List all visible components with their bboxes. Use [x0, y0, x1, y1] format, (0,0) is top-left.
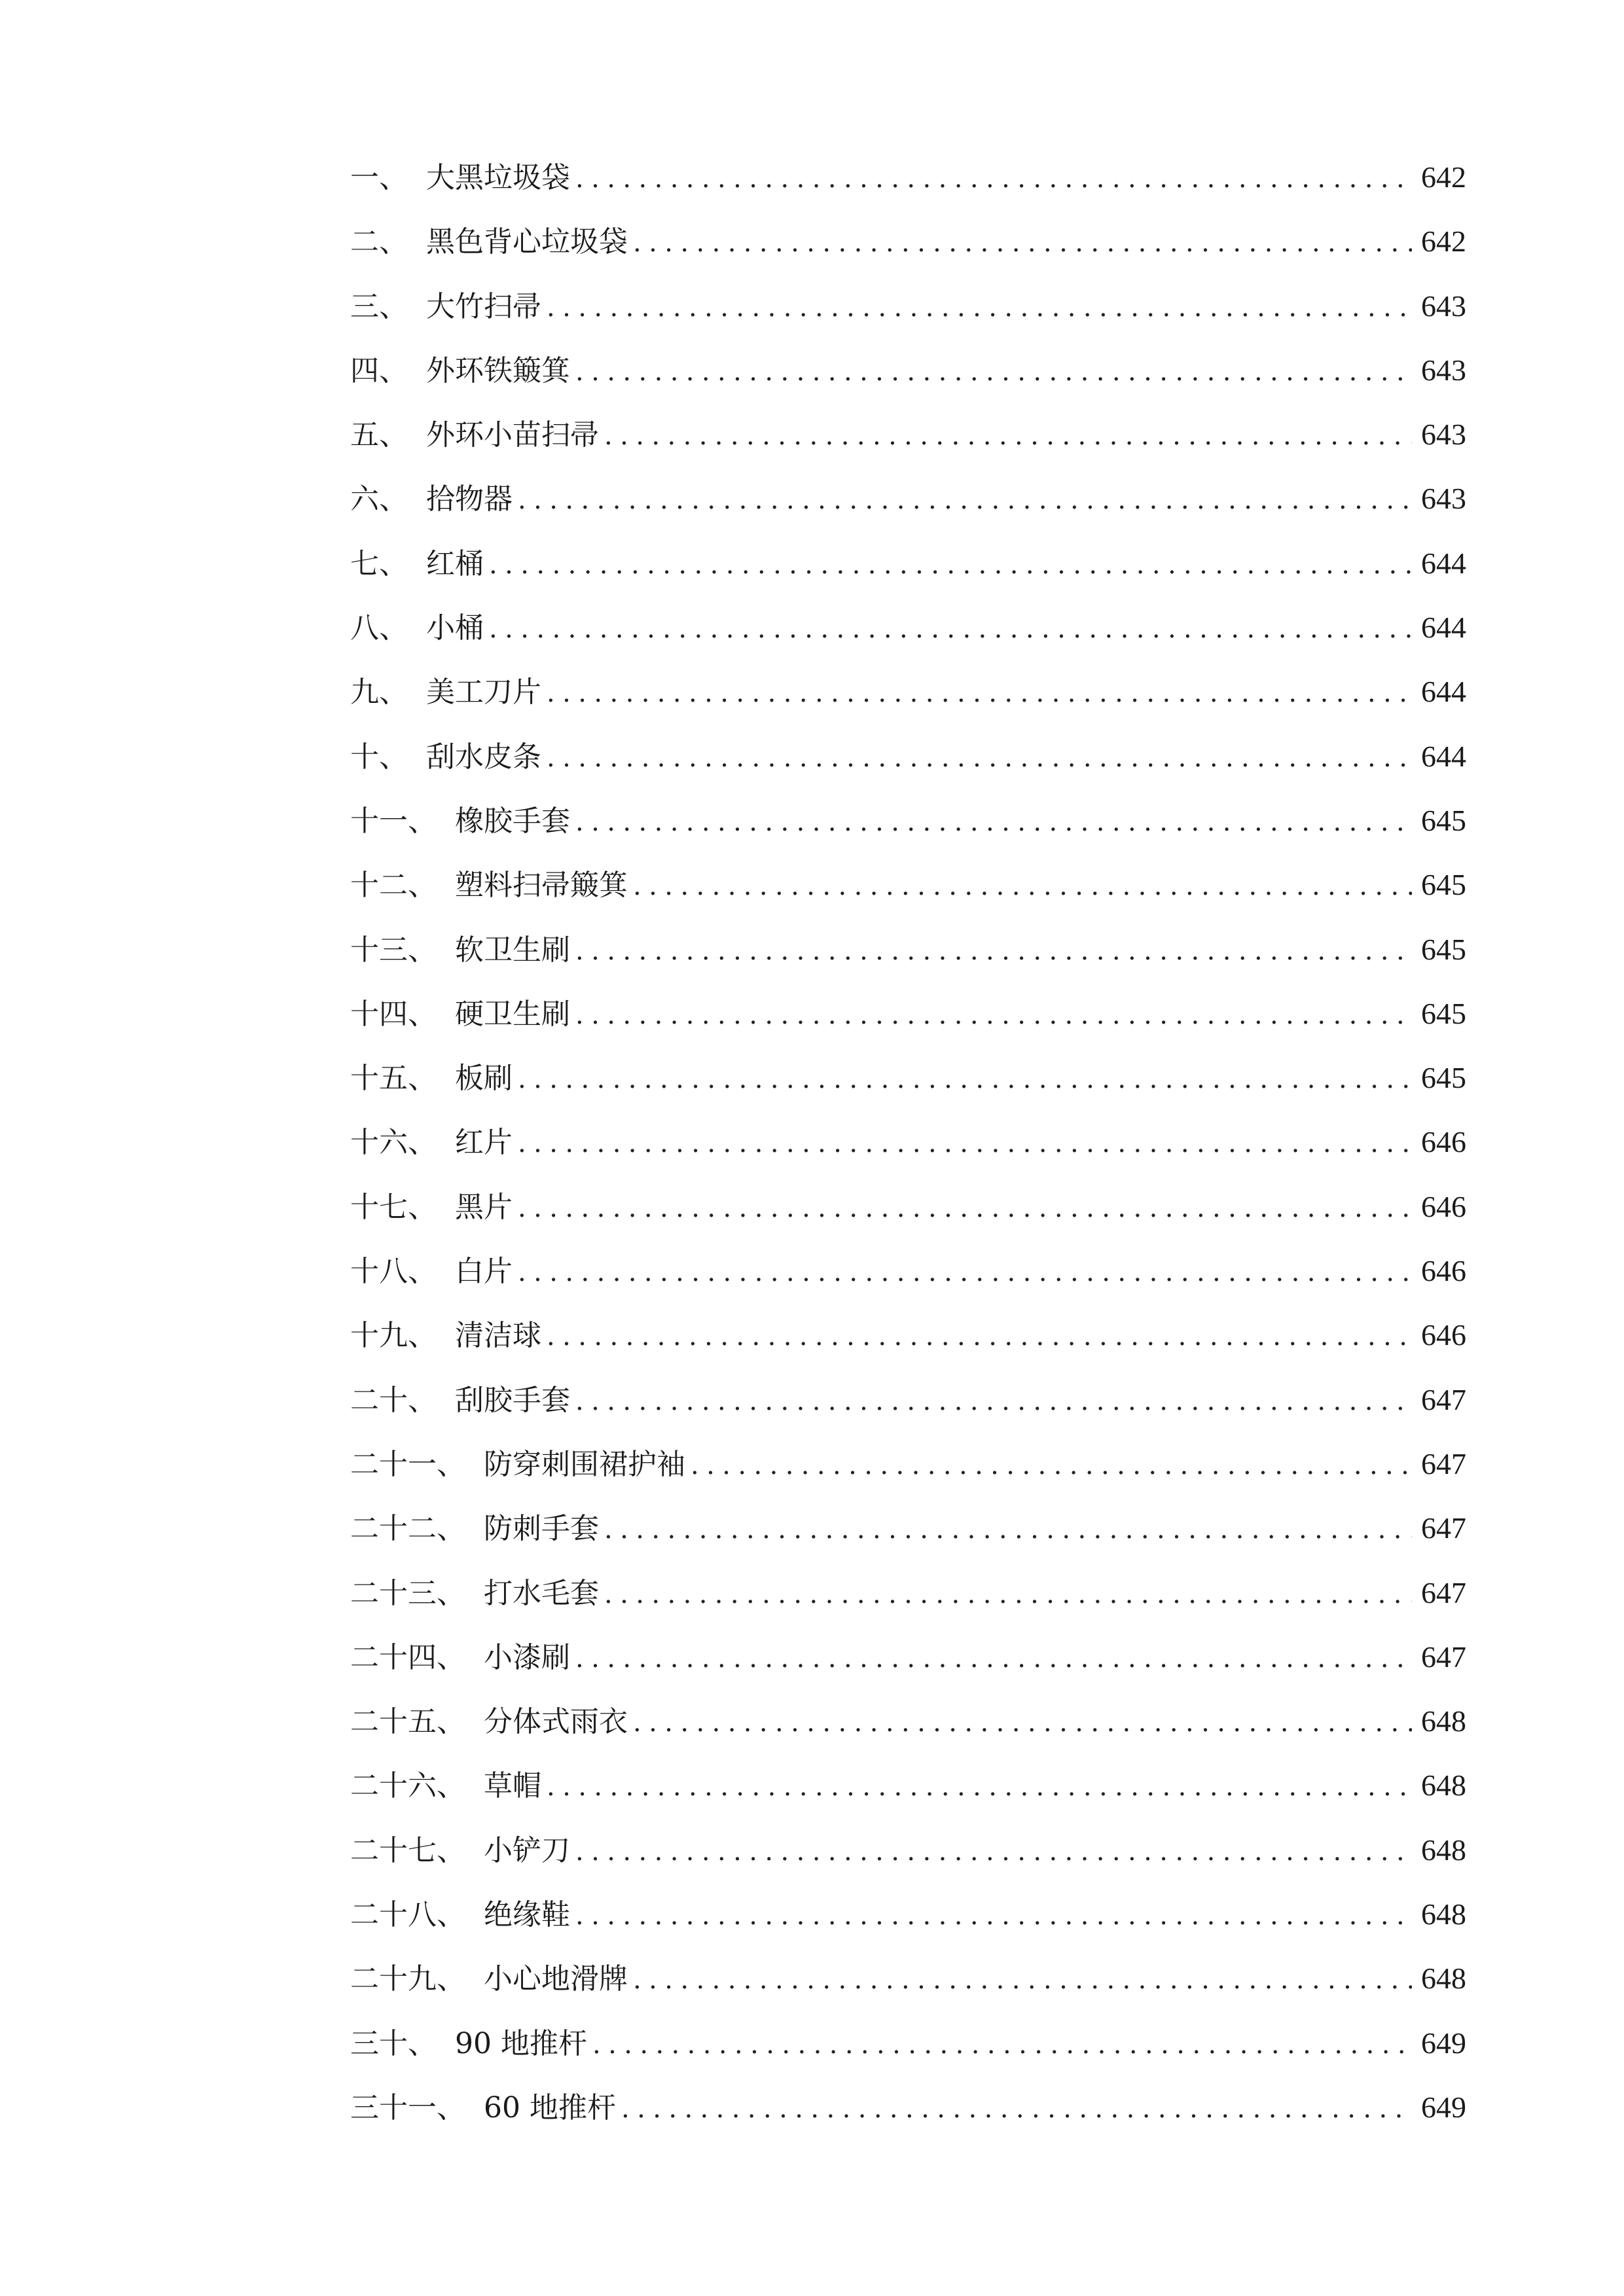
toc-entry-number: 十七、 — [350, 1190, 437, 1224]
toc-entry-number: 二十三、 — [350, 1576, 465, 1610]
toc-entry-number: 二十六、 — [350, 1769, 465, 1803]
toc-entry[interactable] — [350, 274, 1466, 338]
toc-entry[interactable] — [350, 596, 1466, 660]
toc-entry-number: 二十四、 — [350, 1640, 465, 1674]
toc-entry[interactable] — [350, 725, 1466, 789]
toc-entry-title: 刮胶手套 — [455, 1383, 570, 1417]
toc-entry-number: 三十一、 — [350, 2090, 465, 2125]
toc-entry-title: 黑色背心垃圾袋 — [426, 225, 628, 259]
toc-entry-title: 外环铁簸箕 — [426, 353, 570, 387]
toc-entry-page: 646 — [1421, 1125, 1466, 1159]
toc-entry-page: 646 — [1421, 1318, 1466, 1352]
toc-entry[interactable] — [350, 1303, 1466, 1367]
toc-entry-number: 二十八、 — [350, 1898, 465, 1932]
toc-entry[interactable] — [350, 1882, 1466, 1946]
toc-entry[interactable] — [350, 1239, 1466, 1303]
toc-entry[interactable] — [350, 209, 1466, 274]
toc-entry[interactable] — [350, 660, 1466, 724]
toc-entry-title: 清洁球 — [455, 1319, 541, 1353]
toc-dot-leader — [489, 533, 1412, 597]
toc-entry-title: 外环小苗扫帚 — [426, 418, 599, 452]
toc-entry[interactable] — [350, 1689, 1466, 1753]
toc-entry-title: 防穿刺围裙护袖 — [484, 1447, 685, 1481]
toc-entry-page: 648 — [1421, 1897, 1466, 1931]
toc-entry-title: 防刺手套 — [484, 1512, 599, 1546]
toc-entry-number: 二十九、 — [350, 1962, 465, 1996]
toc-entry[interactable] — [350, 531, 1466, 596]
toc-dot-leader — [575, 1369, 1412, 1433]
toc-entry-page: 645 — [1421, 996, 1466, 1030]
toc-entry-title: 红片 — [455, 1126, 513, 1160]
toc-entry[interactable] — [350, 1175, 1466, 1239]
toc-entry-page: 643 — [1421, 418, 1466, 452]
toc-dot-leader — [691, 1433, 1412, 1498]
toc-entry-number: 四、 — [350, 353, 408, 387]
toc-entry-title: 软卫生刷 — [455, 933, 570, 967]
toc-entry-page: 645 — [1421, 868, 1466, 902]
toc-entry-page: 643 — [1421, 353, 1466, 387]
toc-entry[interactable] — [350, 1432, 1466, 1496]
toc-dot-leader — [633, 854, 1412, 918]
toc-dot-leader — [518, 1240, 1412, 1304]
toc-entry-number: 十一、 — [350, 804, 437, 838]
toc-dot-leader — [518, 1111, 1412, 1175]
toc-dot-leader — [518, 1047, 1412, 1111]
toc-entry-title: 小心地滑牌 — [484, 1962, 628, 1996]
toc-entry-page: 642 — [1421, 160, 1466, 194]
toc-entry-number: 六、 — [350, 482, 408, 516]
toc-entry-number: 十二、 — [350, 869, 437, 903]
toc-entry[interactable] — [350, 1046, 1466, 1110]
toc-entry-title: 分体式雨衣 — [484, 1705, 628, 1739]
toc-entry-page: 642 — [1421, 224, 1466, 259]
toc-entry-page: 644 — [1421, 675, 1466, 709]
toc-entry-title: 小桶 — [426, 611, 484, 645]
toc-entry-page: 643 — [1421, 482, 1466, 516]
toc-dot-leader — [575, 147, 1412, 211]
toc-dot-leader — [621, 2077, 1412, 2141]
toc-dot-leader — [604, 1498, 1412, 1562]
toc-dot-leader — [518, 1176, 1412, 1240]
toc-entry[interactable] — [350, 1818, 1466, 1882]
toc-entry-title: 红桶 — [426, 547, 484, 581]
toc-dot-leader — [547, 661, 1412, 725]
toc-entry[interactable] — [350, 789, 1466, 853]
toc-entry-page: 646 — [1421, 1254, 1466, 1288]
toc-entry[interactable] — [350, 1110, 1466, 1174]
toc-dot-leader — [633, 1691, 1412, 1755]
toc-dot-leader — [518, 468, 1412, 532]
toc-entry-number: 二、 — [350, 225, 408, 259]
toc-entry-page: 647 — [1421, 1575, 1466, 1609]
toc-entry-number: 二十一、 — [350, 1447, 465, 1481]
toc-entry-title: 打水毛套 — [484, 1576, 599, 1610]
toc-entry-number: 十九、 — [350, 1319, 437, 1353]
toc-entry-page: 644 — [1421, 739, 1466, 773]
toc-entry-title: 黑片 — [455, 1190, 513, 1224]
toc-entry[interactable] — [350, 2011, 1466, 2075]
toc-entry-title: 硬卫生刷 — [455, 997, 570, 1031]
toc-entry[interactable] — [350, 918, 1466, 982]
toc-entry-page: 644 — [1421, 611, 1466, 645]
toc-entry-number: 二十五、 — [350, 1705, 465, 1739]
toc-entry-number: 七、 — [350, 547, 408, 581]
toc-entry-page: 645 — [1421, 803, 1466, 837]
toc-dot-leader — [575, 1884, 1412, 1948]
toc-entry-page: 645 — [1421, 932, 1466, 966]
toc-entry-page: 649 — [1421, 2026, 1466, 2060]
toc-entry-title: 白片 — [455, 1255, 513, 1289]
toc-dot-leader — [547, 276, 1412, 340]
toc-entry[interactable] — [350, 145, 1466, 209]
toc-entry-number: 三、 — [350, 289, 408, 323]
toc-entry-title: 拾物器 — [426, 482, 513, 516]
toc-entry[interactable] — [350, 2075, 1466, 2140]
toc-entry-page: 649 — [1421, 2090, 1466, 2124]
toc-dot-leader — [547, 1755, 1412, 1819]
toc-entry-title: 刮水皮条 — [426, 740, 541, 774]
toc-entry-page: 647 — [1421, 1640, 1466, 1674]
toc-entry[interactable] — [350, 853, 1466, 917]
toc-entry-number: 十三、 — [350, 933, 437, 967]
toc-entry-number: 八、 — [350, 611, 408, 645]
toc-entry-title: 90 地推杆 — [455, 2026, 587, 2060]
toc-entry[interactable] — [350, 1561, 1466, 1625]
toc-entry-page: 643 — [1421, 289, 1466, 323]
toc-entry[interactable] — [350, 1625, 1466, 1689]
toc-entry-title: 小铲刀 — [484, 1833, 570, 1867]
toc-dot-leader — [575, 340, 1412, 404]
toc-entry[interactable] — [350, 1753, 1466, 1818]
toc-dot-leader — [604, 1562, 1412, 1626]
toc-entry-number: 五、 — [350, 418, 408, 452]
toc-entry-title: 大黑垃圾袋 — [426, 161, 570, 194]
toc-dot-leader — [633, 211, 1412, 275]
toc-entry-page: 647 — [1421, 1511, 1466, 1545]
toc-entry-number: 三十、 — [350, 2026, 437, 2060]
toc-entry-number: 一、 — [350, 161, 408, 194]
toc-entry[interactable] — [350, 1946, 1466, 2011]
toc-entry-page: 644 — [1421, 546, 1466, 580]
toc-entry-number: 十五、 — [350, 1062, 437, 1096]
toc-entry-title: 橡胶手套 — [455, 804, 570, 838]
toc-entry-number: 二十二、 — [350, 1512, 465, 1546]
toc-entry-page: 647 — [1421, 1446, 1466, 1480]
toc-entry-page: 648 — [1421, 1768, 1466, 1803]
toc-entry-number: 十、 — [350, 740, 408, 774]
toc-entry-number: 十六、 — [350, 1126, 437, 1160]
toc-entry-page: 648 — [1421, 1833, 1466, 1867]
toc-entry-page: 648 — [1421, 1962, 1466, 1996]
toc-dot-leader — [604, 404, 1412, 468]
toc-entry-number: 十八、 — [350, 1255, 437, 1289]
toc-entry-title: 塑料扫帚簸箕 — [455, 869, 628, 903]
toc-entry-page: 646 — [1421, 1189, 1466, 1223]
toc-dot-leader — [489, 597, 1412, 661]
toc-dot-leader — [575, 1626, 1412, 1691]
toc-dot-leader — [575, 919, 1412, 983]
toc-entry-title: 板刷 — [455, 1062, 513, 1096]
toc-dot-leader — [547, 1304, 1412, 1369]
toc-entry[interactable] — [350, 467, 1466, 531]
toc-entry-page: 647 — [1421, 1382, 1466, 1416]
toc-entry[interactable] — [350, 982, 1466, 1046]
toc-dot-leader — [575, 983, 1412, 1047]
toc-entry[interactable] — [350, 1368, 1466, 1432]
toc-entry-title: 美工刀片 — [426, 675, 541, 709]
toc-entry-number: 二十、 — [350, 1383, 437, 1417]
toc-dot-leader — [547, 726, 1412, 790]
table-of-contents — [350, 145, 1466, 2140]
toc-dot-leader — [592, 2013, 1412, 2077]
toc-entry-title: 绝缘鞋 — [484, 1898, 570, 1932]
toc-entry[interactable] — [350, 403, 1466, 467]
toc-entry-page: 645 — [1421, 1061, 1466, 1095]
toc-entry-title: 大竹扫帚 — [426, 289, 541, 323]
toc-entry-page: 648 — [1421, 1704, 1466, 1738]
toc-dot-leader — [575, 790, 1412, 854]
toc-entry-title: 草帽 — [484, 1769, 541, 1803]
toc-dot-leader — [575, 1820, 1412, 1884]
toc-entry-number: 九、 — [350, 675, 408, 709]
toc-entry-title: 小漆刷 — [484, 1640, 570, 1674]
toc-entry[interactable] — [350, 1496, 1466, 1560]
toc-entry-number: 十四、 — [350, 997, 437, 1031]
toc-entry[interactable] — [350, 338, 1466, 403]
toc-entry-title: 60 地推杆 — [484, 2090, 616, 2125]
toc-entry-number: 二十七、 — [350, 1833, 465, 1867]
toc-dot-leader — [633, 1948, 1412, 2012]
